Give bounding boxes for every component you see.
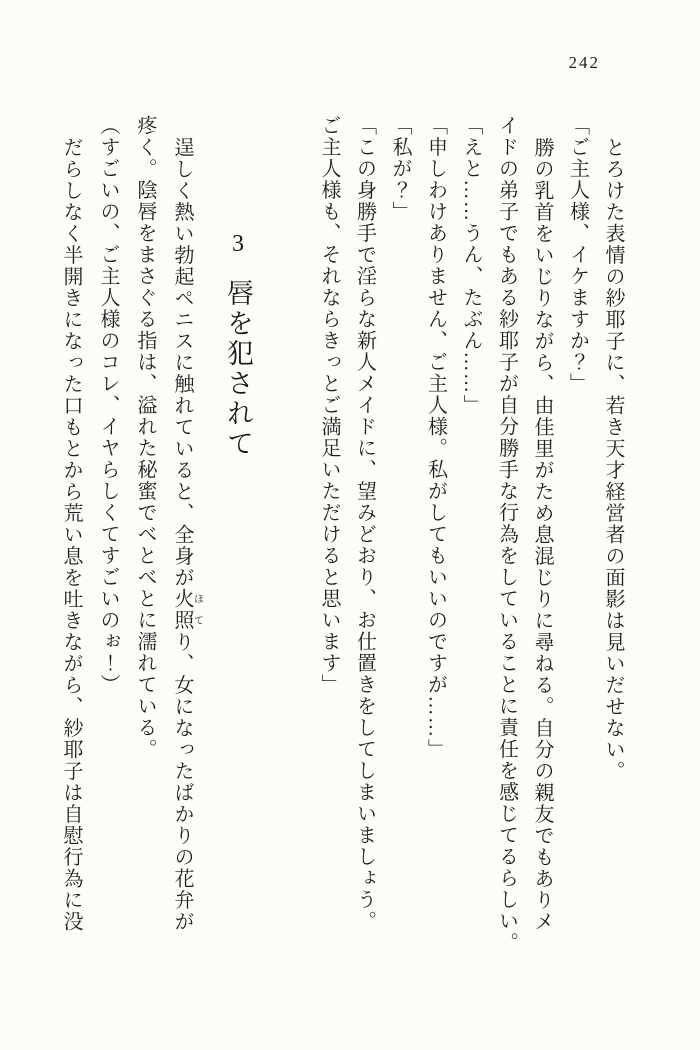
page-number: 242 [568,53,600,72]
dialogue-column-9: ご主人様も、それならきっとご満足いただけると思います」 [318,115,340,696]
paragraph-column-4: イドの弟子でもある紗耶子が自分勝手な行為をしていることに責任を感じてるらしい。 [495,115,518,954]
ruby-text: ほて [191,588,203,631]
text-block-left [52,115,202,932]
paragraph-column-10 [163,115,202,932]
monologue-column-12: （すごいの、ご主人様のコレ、イヤらしくてすごいのぉ！） [97,115,119,696]
dialogue-column-5: 「えと……うん、たぶん……」 [460,115,482,416]
dialogue-column-8: 「この身勝手で淫らな新人メイドに、望みどおり、お仕置きをしてしまいましょう。 [353,115,376,932]
ruby-base: 火照 [171,588,193,631]
chapter-title: 唇を犯されて [223,279,253,459]
text-block-right [311,115,631,954]
paragraph-10-pre: 逞しく熱い勃起ペニスに触れていると、全身が [171,136,193,588]
paragraph-column-11: 疼く。陰唇をまさぐる指は、溢れた秘蜜でべとべとに濡れている。 [134,115,156,760]
chapter-heading [221,231,255,459]
dialogue-column-7: 「私が？」 [389,115,411,223]
paragraph-10-post: り、女になったばかりの花弁が [171,631,193,932]
paragraph-column-3: 勝の乳首をいじりながら、由佳里がため息混じりに尋ねる。自分の親友でもありメ [531,136,553,932]
dialogue-column-2: 「ご主人様、イケますか？」 [566,115,589,395]
chapter-number: 3 [225,231,251,257]
dialogue-column-6: 「申しわけありません、ご主人様。私がしてもいいのですが……」 [424,115,447,760]
paragraph-column-1: とろけた表情の紗耶子に、若き天才経営者の面影は見いだせない。 [602,136,624,782]
paragraph-column-13: だらしなく半開きになった口もとから荒い息を吐きながら、紗耶子は自慰行為に没 [60,136,82,932]
furigana-ruby [171,588,203,631]
